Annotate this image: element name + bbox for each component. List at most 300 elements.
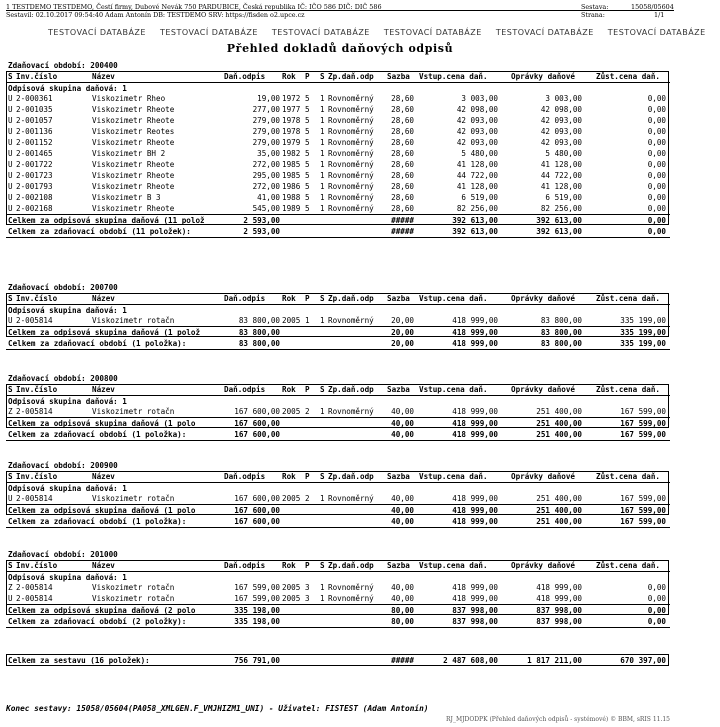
cell-odpis: 545,00 [252, 204, 280, 213]
strana-label: Strana: [581, 11, 605, 19]
total-opravky: 392 613,00 [536, 227, 582, 236]
total-odpis: 167 600,00 [234, 419, 280, 428]
cell-vstup: 42 093,00 [456, 127, 498, 136]
total-opravky: 837 998,00 [536, 617, 582, 626]
cell-sazba: 28,60 [391, 149, 414, 158]
total-label: Celkem za odpisová skupina daňová (1 polo [8, 506, 196, 515]
cell-odpis: 41,00 [257, 193, 280, 202]
cell-inv: 2-001035 [16, 105, 53, 114]
column-header-rok: Rok [282, 385, 296, 394]
cell-odpis: 279,00 [252, 127, 280, 136]
column-header-s2: S [320, 72, 325, 81]
cell-nazev: Viskozimetr Reotes [92, 127, 175, 136]
column-header-zust: Zůst.cena daň. [596, 472, 661, 481]
total-vstup: 2 487 608,00 [443, 656, 498, 665]
cell-vstup: 418 999,00 [452, 316, 498, 325]
column-header-s: S [8, 294, 13, 303]
cell-sazba: 28,60 [391, 94, 414, 103]
cell-rok: 1985 [282, 171, 301, 180]
cell-p: 3 [305, 583, 310, 592]
total-odpis: 167 600,00 [234, 506, 280, 515]
period-total-row [6, 429, 670, 441]
cell-inv: 2-001793 [16, 182, 53, 191]
period-heading [6, 460, 670, 471]
cell-zp: Rovnoměrný [328, 94, 374, 103]
cell-rok: 2005 [282, 316, 301, 325]
cell-s: U [8, 127, 13, 136]
column-header-sazba: Sazba [387, 72, 410, 81]
cell-opravky: 5 480,00 [545, 149, 582, 158]
watermark-text: TESTOVACÍ DATABÁZE [495, 28, 594, 37]
cell-rok: 1978 [282, 116, 301, 125]
cell-s2: 1 [320, 105, 325, 114]
column-header-vstup: Vstup.cena daň. [419, 294, 488, 303]
cell-s2: 1 [320, 594, 325, 603]
cell-zp: Rovnoměrný [328, 583, 374, 592]
column-header-nazev: Název [92, 294, 115, 303]
cell-rok: 1986 [282, 182, 301, 191]
total-zust: 0,00 [647, 617, 666, 626]
total-opravky: 83 800,00 [540, 328, 582, 337]
cell-p: 5 [305, 105, 310, 114]
group-label: Odpisová skupina daňová: 1 [8, 484, 127, 493]
total-odpis: 83 800,00 [238, 339, 280, 348]
total-odpis: 2 593,00 [243, 216, 280, 225]
cell-odpis: 279,00 [252, 116, 280, 125]
report-title: Přehled dokladů daňových odpisů [226, 42, 454, 55]
cell-opravky: 6 519,00 [545, 193, 582, 202]
cell-inv: 2-001723 [16, 171, 53, 180]
column-header-odpis: Daň.odpis [224, 72, 266, 81]
cell-zp: Rovnoměrný [328, 138, 374, 147]
cell-opravky: 3 003,00 [545, 94, 582, 103]
cell-inv: 2-001057 [16, 116, 53, 125]
column-header-sazba: Sazba [387, 561, 410, 570]
group-label: Odpisová skupina daňová: 1 [8, 306, 127, 315]
cell-nazev: Viskozimetr Rheote [92, 182, 175, 191]
cell-p: 5 [305, 182, 310, 191]
group-label: Odpisová skupina daňová: 1 [8, 84, 127, 93]
cell-sazba: 28,60 [391, 204, 414, 213]
total-sazba: ##### [391, 216, 414, 225]
cell-odpis: 279,00 [252, 138, 280, 147]
cell-zp: Rovnoměrný [328, 594, 374, 603]
grand-total-row [6, 655, 670, 666]
group-label: Odpisová skupina daňová: 1 [8, 573, 127, 582]
cell-p: 1 [305, 316, 310, 325]
cell-rok: 1977 [282, 105, 301, 114]
period-label: Zdaňovací období: 200800 [8, 374, 118, 383]
cell-sazba: 28,60 [391, 171, 414, 180]
watermark-text: TESTOVACÍ DATABÁZE [159, 28, 258, 37]
cell-p: 5 [305, 138, 310, 147]
total-odpis: 167 600,00 [234, 430, 280, 439]
column-header-sazba: Sazba [387, 472, 410, 481]
cell-s2: 1 [320, 316, 325, 325]
cell-s: U [8, 182, 13, 191]
column-header-s: S [8, 385, 13, 394]
cell-zp: Rovnoměrný [328, 316, 374, 325]
cell-s: Z [8, 407, 13, 416]
cell-nazev: Viskozimetr BH 2 [92, 149, 166, 158]
total-label: Celkem za odpisová skupina daňová (1 polož [8, 328, 201, 337]
cell-vstup: 5 480,00 [461, 149, 498, 158]
total-odpis: 335 198,00 [234, 617, 280, 626]
period-label: Zdaňovací období: 201000 [8, 550, 118, 559]
cell-nazev: Viskozimetr rotačn [92, 594, 175, 603]
cell-zust: 0,00 [647, 105, 666, 114]
cell-opravky: 251 400,00 [536, 494, 582, 503]
cell-odpis: 167 599,00 [234, 594, 280, 603]
section-table-frame [6, 293, 669, 337]
cell-inv: 2-001136 [16, 127, 53, 136]
cell-rok: 1982 [282, 149, 301, 158]
cell-opravky: 42 093,00 [540, 138, 582, 147]
author-line: Sestavil: 02.10.2017 09:54:40 Adam Antonín DB: TESTDEMO SRV: https://fisden o2.upce.cz [6, 11, 305, 19]
cell-s2: 1 [320, 160, 325, 169]
period-heading [6, 60, 670, 71]
cell-s: U [8, 105, 13, 114]
cell-inv: 2-005814 [16, 583, 53, 592]
total-label: Celkem za zdaňovací období (1 položka): [8, 339, 187, 348]
section-table-frame [6, 71, 669, 225]
period-total-row [6, 226, 670, 238]
total-opravky: 251 400,00 [536, 419, 582, 428]
cell-odpis: 272,00 [252, 182, 280, 191]
column-header-p: P [305, 472, 310, 481]
cell-rok: 1972 [282, 94, 301, 103]
cell-opravky: 251 400,00 [536, 407, 582, 416]
cell-s2: 1 [320, 116, 325, 125]
column-header-zust: Zůst.cena daň. [596, 561, 661, 570]
cell-zust: 0,00 [647, 138, 666, 147]
cell-opravky: 418 999,00 [536, 583, 582, 592]
column-header-inv: Inv.číslo [16, 385, 58, 394]
cell-vstup: 42 098,00 [456, 105, 498, 114]
cell-zp: Rovnoměrný [328, 204, 374, 213]
total-vstup: 418 999,00 [452, 517, 498, 526]
cell-zust: 0,00 [647, 594, 666, 603]
section-table-frame [6, 560, 669, 615]
total-zust: 167 599,00 [620, 419, 666, 428]
cell-zust: 0,00 [647, 116, 666, 125]
cell-s: U [8, 171, 13, 180]
cell-odpis: 83 800,00 [238, 316, 280, 325]
cell-inv: 2-005814 [16, 316, 53, 325]
cell-vstup: 41 128,00 [456, 182, 498, 191]
cell-vstup: 6 519,00 [461, 193, 498, 202]
total-zust: 335 199,00 [620, 328, 666, 337]
column-header-nazev: Název [92, 385, 115, 394]
column-header-zp: Zp.daň.odp [328, 472, 374, 481]
period-label: Zdaňovací období: 200700 [8, 283, 118, 292]
cell-nazev: Viskozimetr rotačn [92, 316, 175, 325]
total-odpis: 335 198,00 [234, 606, 280, 615]
column-header-s2: S [320, 385, 325, 394]
total-sazba: 80,00 [391, 617, 414, 626]
total-sazba: 40,00 [391, 430, 414, 439]
total-opravky: 392 613,00 [536, 216, 582, 225]
total-label: Celkem za odpisová skupina daňová (2 polo [8, 606, 196, 615]
cell-vstup: 418 999,00 [452, 583, 498, 592]
cell-s: U [8, 316, 13, 325]
cell-rok: 2005 [282, 494, 301, 503]
cell-p: 5 [305, 204, 310, 213]
column-header-sazba: Sazba [387, 385, 410, 394]
total-zust: 0,00 [647, 216, 666, 225]
period-total-row [6, 338, 670, 350]
column-header-zp: Zp.daň.odp [328, 385, 374, 394]
cell-zust: 167 599,00 [620, 494, 666, 503]
cell-sazba: 28,60 [391, 127, 414, 136]
cell-nazev: Viskozimetr B 3 [92, 193, 161, 202]
cell-s2: 1 [320, 138, 325, 147]
cell-vstup: 418 999,00 [452, 407, 498, 416]
column-header-vstup: Vstup.cena daň. [419, 472, 488, 481]
cell-s2: 1 [320, 182, 325, 191]
cell-zp: Rovnoměrný [328, 149, 374, 158]
cell-inv: 2-000361 [16, 94, 53, 103]
cell-s2: 1 [320, 494, 325, 503]
column-header-opravky: Oprávky daňové [511, 472, 576, 481]
total-zust: 335 199,00 [620, 339, 666, 348]
column-header-s: S [8, 72, 13, 81]
total-zust: 167 599,00 [620, 430, 666, 439]
total-vstup: 418 999,00 [452, 430, 498, 439]
total-odpis: 83 800,00 [238, 328, 280, 337]
cell-opravky: 41 128,00 [540, 160, 582, 169]
cell-vstup: 42 093,00 [456, 116, 498, 125]
column-header-inv: Inv.číslo [16, 294, 58, 303]
cell-odpis: 35,00 [257, 149, 280, 158]
cell-odpis: 167 600,00 [234, 494, 280, 503]
cell-nazev: Viskozimetr Rheote [92, 138, 175, 147]
cell-p: 5 [305, 127, 310, 136]
watermark-text: TESTOVACÍ DATABÁZE [48, 28, 146, 37]
cell-vstup: 41 128,00 [456, 160, 498, 169]
cell-nazev: Viskozimetr Rheote [92, 204, 175, 213]
total-label: Celkem za odpisová skupina daňová (11 polož [8, 216, 205, 225]
watermark-text: TESTOVACÍ DATABÁZE [383, 28, 482, 37]
cell-inv: 2-005814 [16, 594, 53, 603]
cell-p: 3 [305, 594, 310, 603]
cell-zust: 167 599,00 [620, 407, 666, 416]
sestava-value: 15058/05604 [631, 3, 674, 11]
cell-opravky: 41 128,00 [540, 182, 582, 191]
report-copyright: RJ_MJDODPK (Přehled daňových odpisů - systémové) © BBM, sRIS 11.15 [446, 716, 670, 723]
column-header-nazev: Název [92, 72, 115, 81]
column-header-opravky: Oprávky daňové [511, 561, 576, 570]
cell-s: U [8, 160, 13, 169]
cell-p: 2 [305, 494, 310, 503]
cell-opravky: 42 093,00 [540, 116, 582, 125]
cell-sazba: 40,00 [391, 494, 414, 503]
cell-nazev: Viskozimetr Rheote [92, 171, 175, 180]
cell-rok: 1985 [282, 160, 301, 169]
cell-nazev: Viskozimetr Rheote [92, 160, 175, 169]
cell-nazev: Viskozimetr rotačn [92, 494, 175, 503]
total-opravky: 251 400,00 [536, 517, 582, 526]
watermark-text: TESTOVACÍ DATABÁZE [271, 28, 370, 37]
cell-rok: 2005 [282, 407, 301, 416]
total-odpis: 167 600,00 [234, 517, 280, 526]
cell-nazev: Viskozimetr Rheote [92, 105, 175, 114]
column-header-odpis: Daň.odpis [224, 472, 266, 481]
cell-inv: 2-005814 [16, 407, 53, 416]
cell-zp: Rovnoměrný [328, 171, 374, 180]
cell-s2: 1 [320, 193, 325, 202]
column-header-p: P [305, 385, 310, 394]
cell-zust: 335 199,00 [620, 316, 666, 325]
cell-nazev: Viskozimetr rotačn [92, 407, 175, 416]
cell-p: 5 [305, 94, 310, 103]
column-header-opravky: Oprávky daňové [511, 385, 576, 394]
cell-s: U [8, 149, 13, 158]
cell-p: 5 [305, 149, 310, 158]
cell-zust: 0,00 [647, 160, 666, 169]
cell-odpis: 167 600,00 [234, 407, 280, 416]
column-header-zust: Zůst.cena daň. [596, 72, 661, 81]
column-header-odpis: Daň.odpis [224, 385, 266, 394]
cell-nazev: Viskozimetr Rheote [92, 116, 175, 125]
group-label: Odpisová skupina daňová: 1 [8, 397, 127, 406]
total-sazba: 20,00 [391, 328, 414, 337]
total-opravky: 251 400,00 [536, 430, 582, 439]
column-header-inv: Inv.číslo [16, 72, 58, 81]
cell-inv: 2-001465 [16, 149, 53, 158]
cell-odpis: 272,00 [252, 160, 280, 169]
cell-s2: 1 [320, 94, 325, 103]
watermark-text: TESTOVACÍ DATABÁZE [607, 28, 706, 37]
cell-inv: 2-005814 [16, 494, 53, 503]
period-heading [6, 549, 670, 560]
column-header-vstup: Vstup.cena daň. [419, 561, 488, 570]
column-header-s2: S [320, 561, 325, 570]
total-vstup: 392 613,00 [452, 216, 498, 225]
cell-vstup: 3 003,00 [461, 94, 498, 103]
total-sazba: ##### [391, 656, 414, 665]
cell-zust: 0,00 [647, 94, 666, 103]
total-sazba: 40,00 [391, 506, 414, 515]
total-vstup: 418 999,00 [452, 419, 498, 428]
column-header-zp: Zp.daň.odp [328, 72, 374, 81]
total-odpis: 2 593,00 [243, 227, 280, 236]
total-opravky: 83 800,00 [540, 339, 582, 348]
total-opravky: 837 998,00 [536, 606, 582, 615]
cell-p: 5 [305, 171, 310, 180]
column-header-zust: Zůst.cena daň. [596, 294, 661, 303]
total-label: Celkem za zdaňovací období (1 položka): [8, 430, 187, 439]
total-zust: 670 397,00 [620, 656, 666, 665]
total-odpis: 756 791,00 [234, 656, 280, 665]
total-opravky: 1 817 211,00 [527, 656, 582, 665]
cell-s2: 1 [320, 204, 325, 213]
cell-s2: 1 [320, 171, 325, 180]
cell-sazba: 28,60 [391, 193, 414, 202]
column-header-p: P [305, 294, 310, 303]
cell-opravky: 44 722,00 [540, 171, 582, 180]
cell-sazba: 28,60 [391, 182, 414, 191]
column-header-inv: Inv.číslo [16, 472, 58, 481]
column-header-odpis: Daň.odpis [224, 294, 266, 303]
cell-s2: 1 [320, 583, 325, 592]
total-zust: 0,00 [647, 227, 666, 236]
cell-zp: Rovnoměrný [328, 127, 374, 136]
column-header-nazev: Název [92, 472, 115, 481]
cell-rok: 2005 [282, 583, 301, 592]
column-header-p: P [305, 561, 310, 570]
column-header-vstup: Vstup.cena daň. [419, 72, 488, 81]
cell-s: U [8, 494, 13, 503]
cell-s2: 1 [320, 407, 325, 416]
column-header-rok: Rok [282, 294, 296, 303]
total-vstup: 837 998,00 [452, 606, 498, 615]
sestava-label: Sestava: [581, 3, 609, 11]
cell-s2: 1 [320, 149, 325, 158]
total-sazba: 20,00 [391, 339, 414, 348]
total-sazba: 80,00 [391, 606, 414, 615]
total-label: Celkem za zdaňovací období (2 položky): [8, 617, 187, 626]
cell-odpis: 277,00 [252, 105, 280, 114]
total-sazba: ##### [391, 227, 414, 236]
cell-odpis: 167 599,00 [234, 583, 280, 592]
cell-zust: 0,00 [647, 193, 666, 202]
period-label: Zdaňovací období: 200400 [8, 61, 118, 70]
column-header-zp: Zp.daň.odp [328, 294, 374, 303]
cell-opravky: 418 999,00 [536, 594, 582, 603]
cell-odpis: 19,00 [257, 94, 280, 103]
cell-sazba: 40,00 [391, 583, 414, 592]
cell-inv: 2-001722 [16, 160, 53, 169]
cell-zp: Rovnoměrný [328, 105, 374, 114]
cell-sazba: 40,00 [391, 407, 414, 416]
cell-s2: 1 [320, 127, 325, 136]
strana-value: 1/1 [654, 11, 665, 19]
cell-zust: 0,00 [647, 171, 666, 180]
cell-vstup: 42 093,00 [456, 138, 498, 147]
cell-p: 5 [305, 193, 310, 202]
total-vstup: 837 998,00 [452, 617, 498, 626]
total-label: Celkem za sestavu (16 položek): [8, 656, 150, 665]
column-header-inv: Inv.číslo [16, 561, 58, 570]
cell-opravky: 42 098,00 [540, 105, 582, 114]
total-vstup: 418 999,00 [452, 506, 498, 515]
total-label: Celkem za zdaňovací období (1 položka): [8, 517, 187, 526]
total-vstup: 418 999,00 [452, 328, 498, 337]
cell-rok: 1979 [282, 138, 301, 147]
column-header-rok: Rok [282, 472, 296, 481]
cell-opravky: 82 256,00 [540, 204, 582, 213]
column-header-rok: Rok [282, 561, 296, 570]
column-header-sazba: Sazba [387, 294, 410, 303]
cell-opravky: 83 800,00 [540, 316, 582, 325]
cell-s: U [8, 204, 13, 213]
column-header-s: S [8, 472, 13, 481]
report-header [6, 3, 674, 29]
cell-s: U [8, 94, 13, 103]
cell-zp: Rovnoměrný [328, 182, 374, 191]
column-header-opravky: Oprávky daňové [511, 294, 576, 303]
column-header-odpis: Daň.odpis [224, 561, 266, 570]
cell-sazba: 40,00 [391, 594, 414, 603]
cell-rok: 2005 [282, 594, 301, 603]
cell-vstup: 418 999,00 [452, 594, 498, 603]
cell-p: 5 [305, 116, 310, 125]
cell-zp: Rovnoměrný [328, 407, 374, 416]
cell-vstup: 44 722,00 [456, 171, 498, 180]
cell-p: 2 [305, 407, 310, 416]
cell-zust: 0,00 [647, 583, 666, 592]
